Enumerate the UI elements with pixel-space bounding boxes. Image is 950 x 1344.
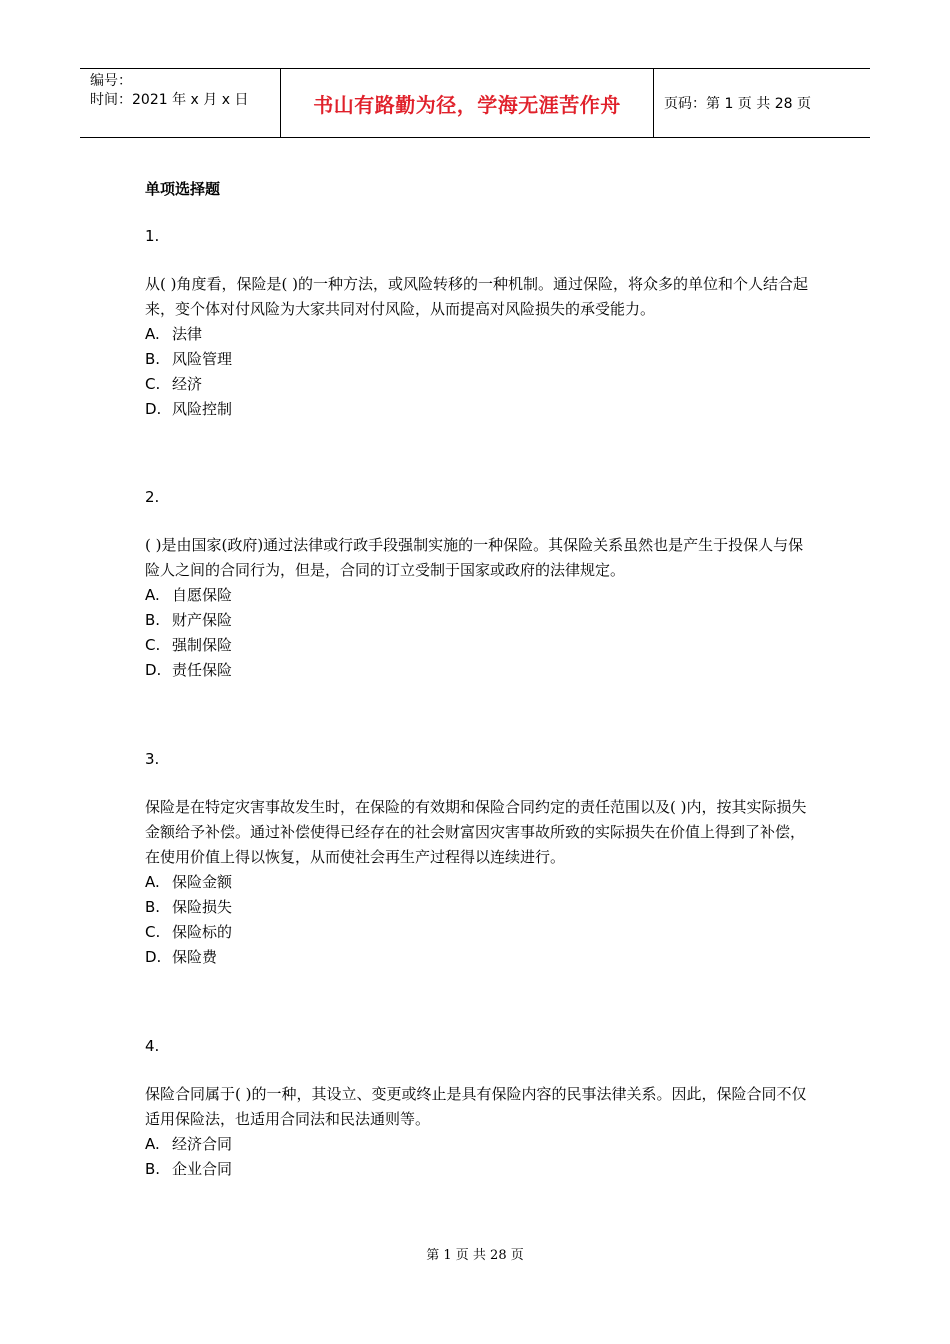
option-text: 保险金额 <box>172 873 233 891</box>
option-d <box>145 658 815 683</box>
time-label: 时间：2021 年 x 月 x 日 <box>90 92 249 108</box>
option-b <box>145 347 815 372</box>
option-label: D. <box>145 948 162 966</box>
page-header <box>80 68 870 138</box>
option-text: 自愿保险 <box>172 586 233 604</box>
number-label: 编号： <box>90 73 132 89</box>
option-label: A. <box>145 325 160 343</box>
section-title: 单项选择题 <box>145 180 221 198</box>
option-label: B. <box>145 1160 161 1178</box>
option-text: 强制保险 <box>172 636 233 654</box>
question-number: 1. <box>145 227 160 245</box>
option-label: D. <box>145 400 162 418</box>
option-text: 经济合同 <box>172 1135 233 1153</box>
question-number: 3. <box>145 750 160 768</box>
option-b <box>145 1157 815 1182</box>
option-a <box>145 870 815 895</box>
option-label: C. <box>145 923 161 941</box>
option-d <box>145 397 815 422</box>
option-label: D. <box>145 661 162 679</box>
option-text: 法律 <box>172 325 203 343</box>
question-1 <box>145 224 815 422</box>
option-text: 财产保险 <box>172 611 233 629</box>
option-text: 保险费 <box>172 948 218 966</box>
option-text: 保险标的 <box>172 923 233 941</box>
option-text: 责任保险 <box>172 661 233 679</box>
question-2 <box>145 485 815 683</box>
question-number: 4. <box>145 1037 160 1055</box>
option-a <box>145 322 815 347</box>
question-text: 保险是在特定灾害事故发生时，在保险的有效期和保险合同约定的责任范围以及( )内，按其实际损失金额给予补偿。通过补偿使得已经存在的社会财富因灾害事故所致的实际损失在价值上得到了补偿，在使用价值上得以恢复，从而使社会再生产过程得以连续进行。 <box>145 798 807 866</box>
option-label: A. <box>145 586 160 604</box>
header-meta <box>80 69 281 137</box>
option-c <box>145 920 815 945</box>
option-text: 保险损失 <box>172 898 233 916</box>
option-b <box>145 895 815 920</box>
question-number: 2. <box>145 488 160 506</box>
option-label: C. <box>145 636 161 654</box>
page-footer: 第 1 页 共 28 页 <box>426 1248 524 1263</box>
header-page-info: 页码：第 1 页 共 28 页 <box>664 96 811 112</box>
header-motto: 书山有路勤为径，学海无涯苦作舟 <box>281 69 654 137</box>
option-b <box>145 608 815 633</box>
option-c <box>145 372 815 397</box>
option-text: 经济 <box>172 375 203 393</box>
option-text: 风险控制 <box>172 400 233 418</box>
option-text: 风险管理 <box>172 350 233 368</box>
question-text: ( )是由国家(政府)通过法律或行政手段强制实施的一种保险。其保险关系虽然也是产生于投保人与保险人之间的合同行为，但是，合同的订立受制于国家或政府的法律规定。 <box>145 536 804 579</box>
question-3 <box>145 747 815 970</box>
option-a <box>145 1132 815 1157</box>
option-a <box>145 583 815 608</box>
option-label: C. <box>145 375 161 393</box>
option-label: B. <box>145 350 161 368</box>
question-text: 保险合同属于( )的一种，其设立、变更或终止是具有保险内容的民事法律关系。因此，保险合同不仅适用保险法，也适用合同法和民法通则等。 <box>145 1085 807 1128</box>
option-label: A. <box>145 1135 160 1153</box>
option-label: B. <box>145 611 161 629</box>
question-4 <box>145 1034 815 1182</box>
option-d <box>145 945 815 970</box>
question-text: 从( )角度看，保险是( )的一种方法，或风险转移的一种机制。通过保险，将众多的单位和个人结合起来，变个体对付风险为大家共同对付风险，从而提高对风险损失的承受能力。 <box>145 275 808 318</box>
option-c <box>145 633 815 658</box>
option-label: A. <box>145 873 160 891</box>
option-text: 企业合同 <box>172 1160 233 1178</box>
option-label: B. <box>145 898 161 916</box>
